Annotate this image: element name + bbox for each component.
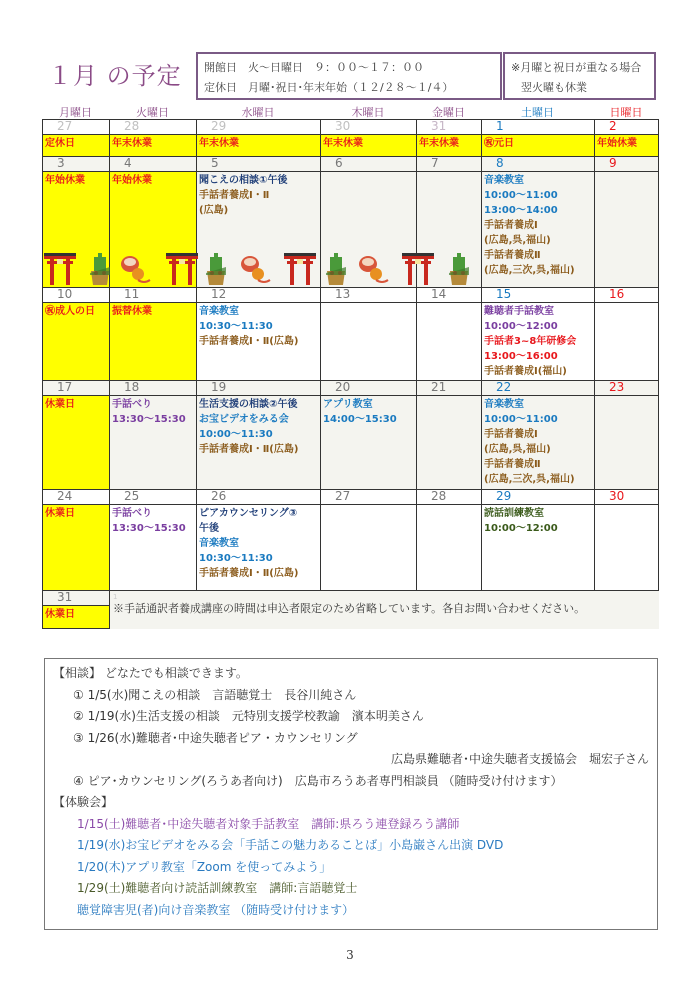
event-text: 10:00～12:00 xyxy=(484,523,558,534)
date-cell: 12 xyxy=(197,288,321,303)
event-cell xyxy=(110,396,197,490)
date-cell: 7 xyxy=(417,157,482,172)
consult-item-1: ① 1/5(水)聞こえの相談 言語聴覚士 長谷川純さん xyxy=(73,687,357,702)
week-5-dates xyxy=(43,490,659,505)
date-cell: 4 xyxy=(110,157,197,172)
event-text: 手話者養成Ⅰ xyxy=(484,429,538,440)
date-cell: 19 xyxy=(197,381,321,396)
event-text: 年末休業 xyxy=(419,138,459,149)
event-text: 年始休業 xyxy=(45,175,85,186)
event-cell xyxy=(482,303,595,381)
week-2-events xyxy=(43,172,659,288)
consult-item-2: ② 1/19(水)生活支援の相談 元特別支援学校教諭 濱本明美さん xyxy=(73,709,424,723)
training-note-cell xyxy=(110,591,659,629)
event-cell xyxy=(321,172,417,288)
holiday-note-line1: ※月曜と祝日が重なる場合 xyxy=(511,61,642,74)
event-text: 年末休業 xyxy=(199,138,239,149)
event-cell xyxy=(482,505,595,591)
consult-item-3: ③ 1/26(水)難聴者･中途失聴者ピア・カウンセリング xyxy=(73,730,358,745)
event-cell xyxy=(110,172,197,288)
info-panel xyxy=(44,658,658,930)
trial-item-1: 1/15(土)難聴者･中途失聴者対象手話教室 講師:県ろう連登録ろう講師 xyxy=(77,816,460,831)
date-cell: 24 xyxy=(43,490,110,505)
event-text: 生活支援の相談②午後 xyxy=(199,399,298,410)
date-cell: 25 xyxy=(110,490,197,505)
event-text: 振替休業 xyxy=(112,306,152,317)
week-3-events xyxy=(43,303,659,381)
event-cell xyxy=(197,135,321,157)
trial-item-3: 1/20(木)アプリ教室「Zoom を使ってみよう」 xyxy=(77,859,332,874)
date-cell: 22 xyxy=(482,381,595,396)
event-cell xyxy=(110,505,197,591)
small-mark: 1 xyxy=(113,593,118,601)
week-3-dates xyxy=(43,288,659,303)
page-title: １月 の予定 xyxy=(48,62,182,90)
date-cell: 8 xyxy=(482,157,595,172)
event-text: 10:30～11:30 xyxy=(199,553,273,564)
event-text: 手話者養成Ⅱ xyxy=(484,250,541,261)
event-text: 手話者養成Ⅰ・Ⅱ(広島) xyxy=(199,444,299,455)
closed-label: 定休日 xyxy=(204,81,237,94)
event-text: (広島,三次,呉,福山) xyxy=(484,474,575,485)
event-text: 10:00～12:00 xyxy=(484,321,558,332)
weekday-mon: 月曜日 xyxy=(59,106,92,119)
event-cell xyxy=(482,396,595,490)
open-label: 開館日 xyxy=(204,61,237,74)
week-4-events xyxy=(43,396,659,490)
open-days-row xyxy=(204,58,494,78)
date-cell: 30 xyxy=(321,120,417,135)
weekday-sat: 土曜日 xyxy=(521,106,554,119)
event-text: 音楽教室 xyxy=(199,306,239,317)
holiday-note-line2: 翌火曜も休業 xyxy=(521,81,587,94)
event-text: 音楽教室 xyxy=(199,538,239,549)
date-cell: 27 xyxy=(321,490,417,505)
event-text: ピアカウンセリング③ xyxy=(199,508,298,519)
date-cell: 1 xyxy=(482,120,595,135)
event-text: 難聴者手話教室 xyxy=(484,306,554,317)
weekday-tue: 火曜日 xyxy=(136,106,169,119)
event-text: 手話者3~8年研修会 xyxy=(484,336,577,347)
event-text: 手話者養成Ⅰ xyxy=(484,220,538,231)
holiday-note-box xyxy=(503,52,656,100)
event-cell xyxy=(595,135,659,157)
event-cell xyxy=(43,303,110,381)
event-cell xyxy=(595,396,659,490)
date-cell: 27 xyxy=(43,120,110,135)
weekday-wed: 水曜日 xyxy=(241,106,275,119)
date-cell: 16 xyxy=(595,288,659,303)
date-cell: 14 xyxy=(417,288,482,303)
event-cell xyxy=(43,135,110,157)
event-text: (広島,呉,福山) xyxy=(484,235,551,246)
event-text: 年末休業 xyxy=(323,138,363,149)
date-cell: 18 xyxy=(110,381,197,396)
date-cell: 28 xyxy=(110,120,197,135)
event-cell xyxy=(595,172,659,288)
date-cell: 26 xyxy=(197,490,321,505)
trial-heading: 【体験会】 xyxy=(53,795,114,809)
event-text: 休業日 xyxy=(45,609,75,620)
event-text: 年始休業 xyxy=(597,138,637,149)
event-text: 年末休業 xyxy=(112,138,152,149)
event-text: 手話者養成Ⅱ xyxy=(484,459,541,470)
event-cell xyxy=(321,303,417,381)
event-cell xyxy=(321,396,417,490)
event-text: アプリ教室 xyxy=(323,399,373,410)
event-text: ㊗元日 xyxy=(484,138,514,149)
week-1-dates xyxy=(43,120,659,135)
event-text: 手話者養成Ⅰ・Ⅱ(広島) xyxy=(199,336,299,347)
date-cell: 3 xyxy=(43,157,110,172)
weekday-sun: 日曜日 xyxy=(609,106,643,119)
event-cell xyxy=(43,172,110,288)
event-text: 年始休業 xyxy=(112,175,152,186)
event-cell xyxy=(43,505,110,591)
event-cell xyxy=(417,135,482,157)
weekday-fri: 金曜日 xyxy=(432,106,465,119)
event-text: 10:00～11:30 xyxy=(199,429,273,440)
event-text: (広島) xyxy=(199,205,229,216)
event-text: 定休日 xyxy=(45,138,75,149)
closed-value: 月曜･祝日･年末年始（１２/２８～１/４） xyxy=(248,81,454,94)
event-text: 10:00～11:00 xyxy=(484,414,558,425)
weekday-thu: 木曜日 xyxy=(351,106,385,119)
event-text: (広島,呉,福山) xyxy=(484,444,551,455)
event-cell xyxy=(197,396,321,490)
event-cell xyxy=(482,172,595,288)
event-text: 休業日 xyxy=(45,508,75,519)
event-text: 読話訓練教室 xyxy=(484,508,544,519)
event-text: 13:30～15:30 xyxy=(112,523,186,534)
date-cell: 20 xyxy=(321,381,417,396)
event-text: (広島,三次,呉,福山) xyxy=(484,265,575,276)
event-cell xyxy=(197,172,321,288)
date-cell: 23 xyxy=(595,381,659,396)
event-text: 10:30～11:30 xyxy=(199,321,273,332)
date-cell: 31 xyxy=(43,591,110,606)
event-cell xyxy=(197,505,321,591)
event-text: 13:30～15:30 xyxy=(112,414,186,425)
event-text: 13:00～14:00 xyxy=(484,205,558,216)
event-text: 手話者養成Ⅰ(福山) xyxy=(484,366,567,377)
event-cell xyxy=(417,396,482,490)
date-cell: 31 xyxy=(417,120,482,135)
event-cell xyxy=(417,172,482,288)
date-cell: 28 xyxy=(417,490,482,505)
date-cell: 29 xyxy=(482,490,595,505)
event-cell xyxy=(321,505,417,591)
event-text: 手話者養成Ⅰ・Ⅱ xyxy=(199,190,270,201)
training-note: ※手話通訳者養成講座の時間は申込者限定のため省略しています。各自お問い合わせください。 xyxy=(113,602,586,615)
event-cell xyxy=(110,303,197,381)
trial-item-2: 1/19(水)お宝ビデオをみる会「手話この魅力あることば」小島巌さん出演 DVD xyxy=(77,838,504,852)
event-cell xyxy=(43,396,110,490)
date-cell: 13 xyxy=(321,288,417,303)
page-number: 3 xyxy=(346,948,354,962)
event-cell xyxy=(110,135,197,157)
week-5-events xyxy=(43,505,659,591)
week-2-dates xyxy=(43,157,659,172)
trial-item-5: 聴覚障害児(者)向け音楽教室 （随時受け付けます） xyxy=(77,902,355,917)
event-text: 手話者養成Ⅰ・Ⅱ(広島) xyxy=(199,568,299,579)
week-1-events xyxy=(43,135,659,157)
event-cell xyxy=(595,505,659,591)
event-text: 午後 xyxy=(199,523,219,534)
event-cell xyxy=(595,303,659,381)
event-text: 14:00～15:30 xyxy=(323,414,397,425)
open-value: 火～日曜日 ９：００～１７：００ xyxy=(248,61,424,74)
event-text: お宝ビデオをみる会 xyxy=(199,414,289,425)
date-cell: 2 xyxy=(595,120,659,135)
date-cell: 15 xyxy=(482,288,595,303)
consult-heading: 【相談】 どなたでも相談できます。 xyxy=(53,666,248,680)
date-cell: 5 xyxy=(197,157,321,172)
date-cell: 17 xyxy=(43,381,110,396)
event-text: 聞こえの相談①午後 xyxy=(199,175,288,186)
date-cell: 10 xyxy=(43,288,110,303)
event-cell xyxy=(482,135,595,157)
calendar-grid xyxy=(42,119,659,629)
event-text: 休業日 xyxy=(45,399,75,410)
date-cell: 11 xyxy=(110,288,197,303)
event-cell xyxy=(321,135,417,157)
event-text: 13:00～16:00 xyxy=(484,351,558,362)
opening-hours-box xyxy=(196,52,502,100)
closed-days-row xyxy=(204,78,494,98)
consult-item-3-counselor: 広島県難聴者･中途失聴者支援協会 堀宏子さん xyxy=(390,752,649,766)
date-cell: 9 xyxy=(595,157,659,172)
event-text: 10:00～11:00 xyxy=(484,190,558,201)
event-cell xyxy=(417,303,482,381)
date-cell: 29 xyxy=(197,120,321,135)
event-text: 手話べり xyxy=(112,399,152,410)
date-cell: 30 xyxy=(595,490,659,505)
trial-item-4: 1/29(土)難聴者向け読話訓練教室 講師:言語聴覚士 xyxy=(77,881,358,895)
date-cell: 6 xyxy=(321,157,417,172)
event-cell xyxy=(417,505,482,591)
date-cell: 21 xyxy=(417,381,482,396)
event-text: ㊗成人の日 xyxy=(45,306,95,317)
event-cell xyxy=(43,606,110,629)
event-cell xyxy=(197,303,321,381)
consult-item-4: ④ ピア･カウンセリング(ろうあ者向け) 広島市ろうあ者専門相談員 （随時受け付けます） xyxy=(73,773,563,788)
week-4-dates xyxy=(43,381,659,396)
week-6-dates xyxy=(43,591,659,606)
event-text: 手話べり xyxy=(112,508,152,519)
event-text: 音楽教室 xyxy=(484,175,524,186)
event-text: 音楽教室 xyxy=(484,399,524,410)
